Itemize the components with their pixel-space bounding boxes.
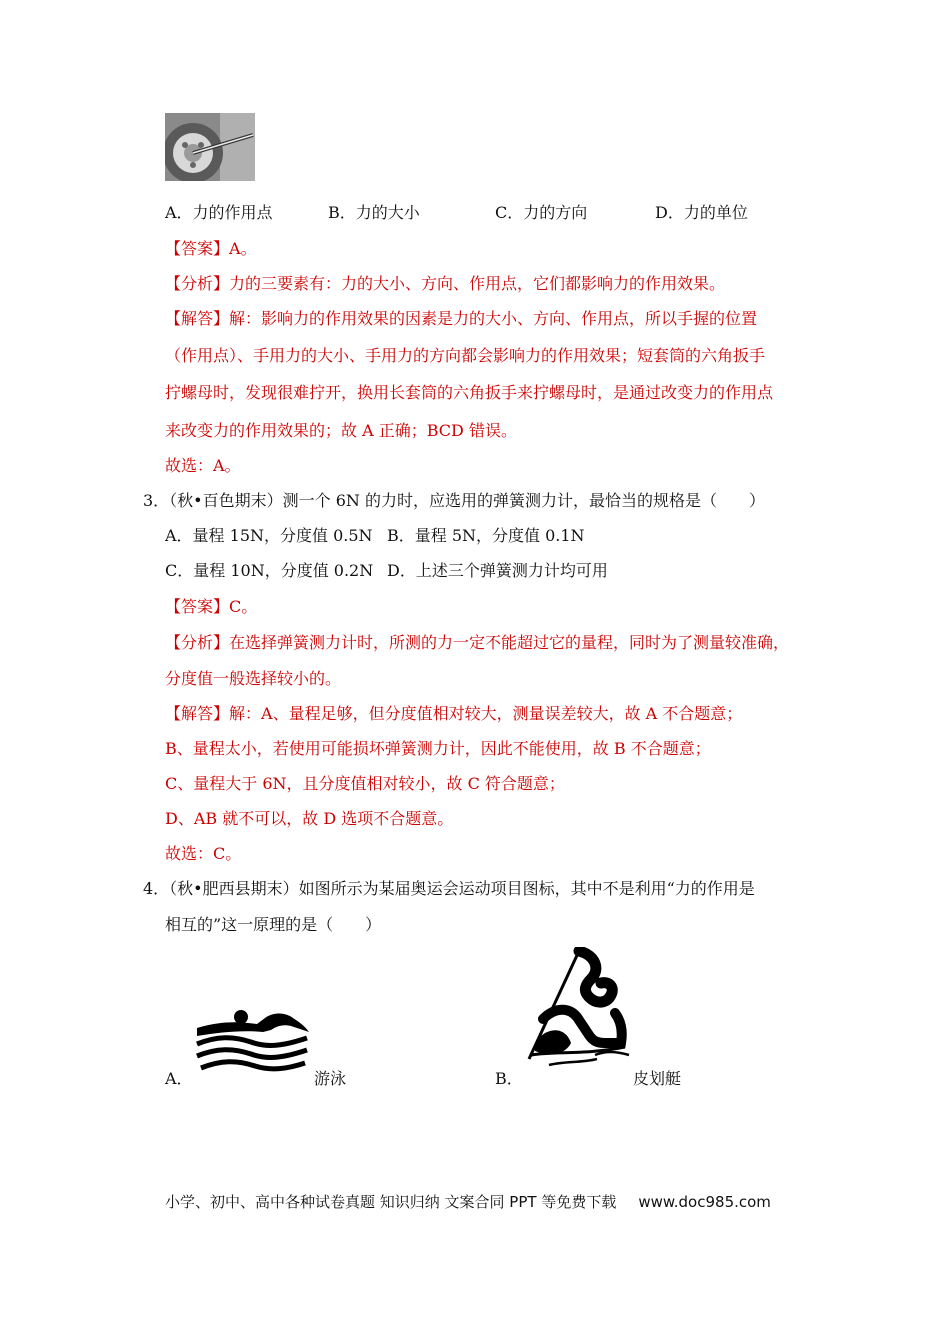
q3-solution-line: D、AB 就不可以，故 D 选项不合题意。 — [165, 809, 454, 828]
solution-tag: 【解答】 — [165, 309, 230, 328]
q3-solution-line — [165, 703, 742, 725]
q3-solution-text: 解：A、量程足够，但分度值相对较大，测量误差较大，故 A 不合题意； — [229, 704, 743, 723]
footer-url[interactable]: www.doc985.com — [638, 1193, 771, 1211]
q3-choice: 故选：C。 — [165, 844, 242, 863]
q3-analysis-text: 在选择弹簧测力计时，所测的力一定不能超过它的量程，同时为了测量较准确， — [229, 633, 790, 652]
answer-tag: 【答案】 — [165, 597, 230, 616]
q2-answer-value: A。 — [229, 239, 257, 258]
q2-solution-line: 拧螺母时，发现很难拧开，换用长套筒的六角扳手来拧螺母时，是通过改变力的作用点 — [165, 383, 774, 402]
q2-solution-line — [165, 308, 757, 330]
q3-option-a: A．量程 15N，分度值 0.5N — [165, 526, 373, 545]
q3-option-d: D．上述三个弹簧测力计均可用 — [387, 561, 608, 580]
q2-option-b: B．力的大小 — [328, 203, 420, 222]
q3-solution-line: C、量程大于 6N，且分度值相对较小，故 C 符合题意； — [165, 774, 565, 793]
q3-stem: 3．（秋•百色期末）测一个 6N 的力时，应选用的弹簧测力计，最恰当的规格是（ ） — [143, 491, 765, 510]
q3-answer-value: C。 — [229, 597, 258, 616]
q2-solution-text: 解：影响力的作用效果的因素是力的大小、方向、作用点，所以手握的位置 — [229, 309, 758, 328]
q2-solution-line: （作用点）、手用力的大小、手用力的方向都会影响力的作用效果；短套筒的六角扳手 — [165, 346, 766, 365]
q4-option-a-letter: A． — [165, 1069, 193, 1088]
analysis-tag: 【分析】 — [165, 633, 230, 652]
q3-option-b: B．量程 5N，分度值 0.1N — [387, 526, 585, 545]
q2-choice: 故选：A。 — [165, 456, 241, 475]
wrench-tire-photo — [165, 113, 255, 181]
canoe-slalom-icon — [525, 947, 633, 1069]
q4-option-b-label: 皮划艇 — [633, 1069, 682, 1088]
q4-stem-line: 相互的”这一原理的是（ ） — [165, 915, 382, 934]
q3-solution-line: B、量程太小，若使用可能损坏弹簧测力计，因此不能使用，故 B 不合题意； — [165, 739, 711, 758]
q2-answer — [165, 238, 257, 260]
answer-tag: 【答案】 — [165, 239, 230, 258]
q3-option-c: C．量程 10N，分度值 0.2N — [165, 561, 374, 580]
solution-tag: 【解答】 — [165, 704, 230, 723]
q2-option-a: A．力的作用点 — [165, 203, 273, 222]
analysis-tag: 【分析】 — [165, 274, 230, 293]
q4-stem: 4．（秋•肥西县期末）如图所示为某届奥运会运动项目图标，其中不是利用“力的作用是 — [143, 879, 755, 898]
q4-option-b-letter: B． — [495, 1069, 523, 1088]
footer-text: 小学、初中、高中各种试卷真题 知识归纳 文案合同 PPT 等免费下载 — [165, 1193, 617, 1211]
q4-option-a-label: 游泳 — [314, 1069, 347, 1088]
q2-option-d: D．力的单位 — [655, 203, 748, 222]
page-footer — [165, 1191, 771, 1213]
q2-option-c: C．力的方向 — [495, 203, 588, 222]
q3-answer — [165, 596, 257, 618]
q3-analysis-line: 分度值一般选择较小的。 — [165, 669, 342, 688]
q2-analysis-text: 力的三要素有：力的大小、方向、作用点，它们都影响力的作用效果。 — [229, 274, 726, 293]
q2-analysis — [165, 273, 725, 295]
swimming-icon — [193, 1008, 313, 1072]
q2-solution-line: 来改变力的作用效果的；故 A 正确；BCD 错误。 — [165, 421, 517, 440]
q3-analysis — [165, 632, 789, 654]
